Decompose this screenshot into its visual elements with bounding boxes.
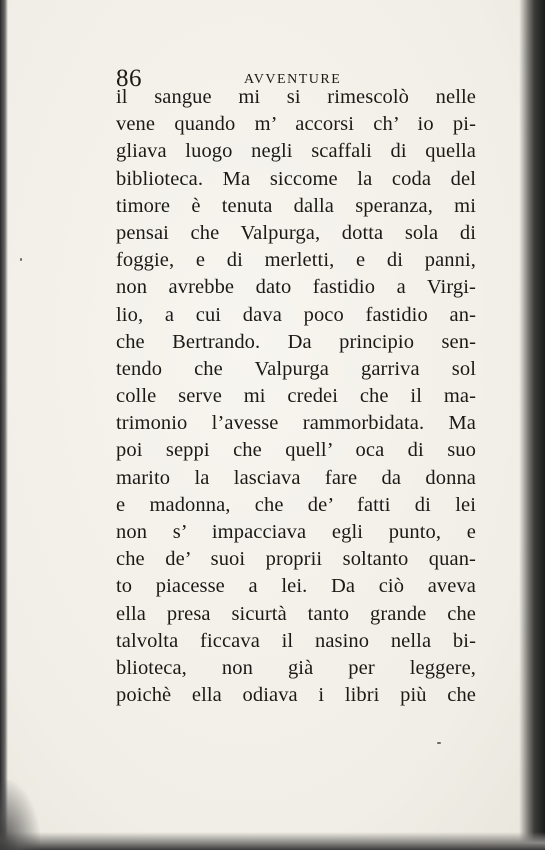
text-line: foggie, e di merletti, e di panni,: [116, 249, 476, 272]
text-line: colle serve mi credei che il ma-: [116, 385, 476, 408]
text-line: timore è tenuta dalla speranza, mi: [116, 194, 476, 217]
page-corner-stain: [0, 780, 40, 850]
body-text: [116, 84, 476, 709]
text-line: blioteca, non già per leggere,: [116, 656, 476, 679]
text-line: poi seppi che quell’ oca di suo: [116, 439, 476, 462]
page-binding-edge: [0, 0, 8, 850]
text-line: che Bertrando. Da principio sen-: [116, 330, 476, 353]
text-line: marito la lasciava fare da donna: [116, 466, 476, 489]
text-line: che de’ suoi proprii soltanto quan-: [116, 548, 476, 571]
text-line: non s’ impacciava egli punto, e: [116, 521, 476, 543]
text-line: tendo che Valpurga garriva sol: [116, 357, 476, 380]
paper-speck: [20, 258, 22, 261]
text-line: lio, a cui dava poco fastidio an-: [116, 303, 476, 326]
paper-speck: [437, 742, 441, 744]
text-line: talvolta ficcava il nasino nella bi-: [116, 629, 476, 652]
text-line: ella presa sicurtà tanto grande che: [116, 602, 476, 625]
text-line: trimonio l’avesse rammorbidata. Ma: [116, 412, 476, 435]
page-right-edge: [519, 0, 545, 850]
text-line: poichè ella odiava i libri più che: [116, 684, 476, 707]
page-bottom-edge: [0, 832, 545, 850]
text-line: non avrebbe dato fastidio a Virgi-: [116, 276, 476, 299]
running-head: AVVENTURE: [244, 72, 342, 87]
text-line: e madonna, che de’ fatti di lei: [116, 493, 476, 516]
text-line: to piacesse a lei. Da ciò aveva: [116, 575, 476, 598]
text-line: pensai che Valpurga, dotta sola di: [116, 221, 476, 244]
page-number: 86: [116, 65, 142, 92]
text-line: gliava luogo negli scaffali di quella: [116, 140, 476, 163]
text-line: il sangue mi si rimescolò nelle: [116, 86, 476, 108]
text-line: biblioteca. Ma siccome la coda del: [116, 167, 476, 190]
text-line: vene quando m’ accorsi ch’ io pi-: [116, 113, 476, 136]
